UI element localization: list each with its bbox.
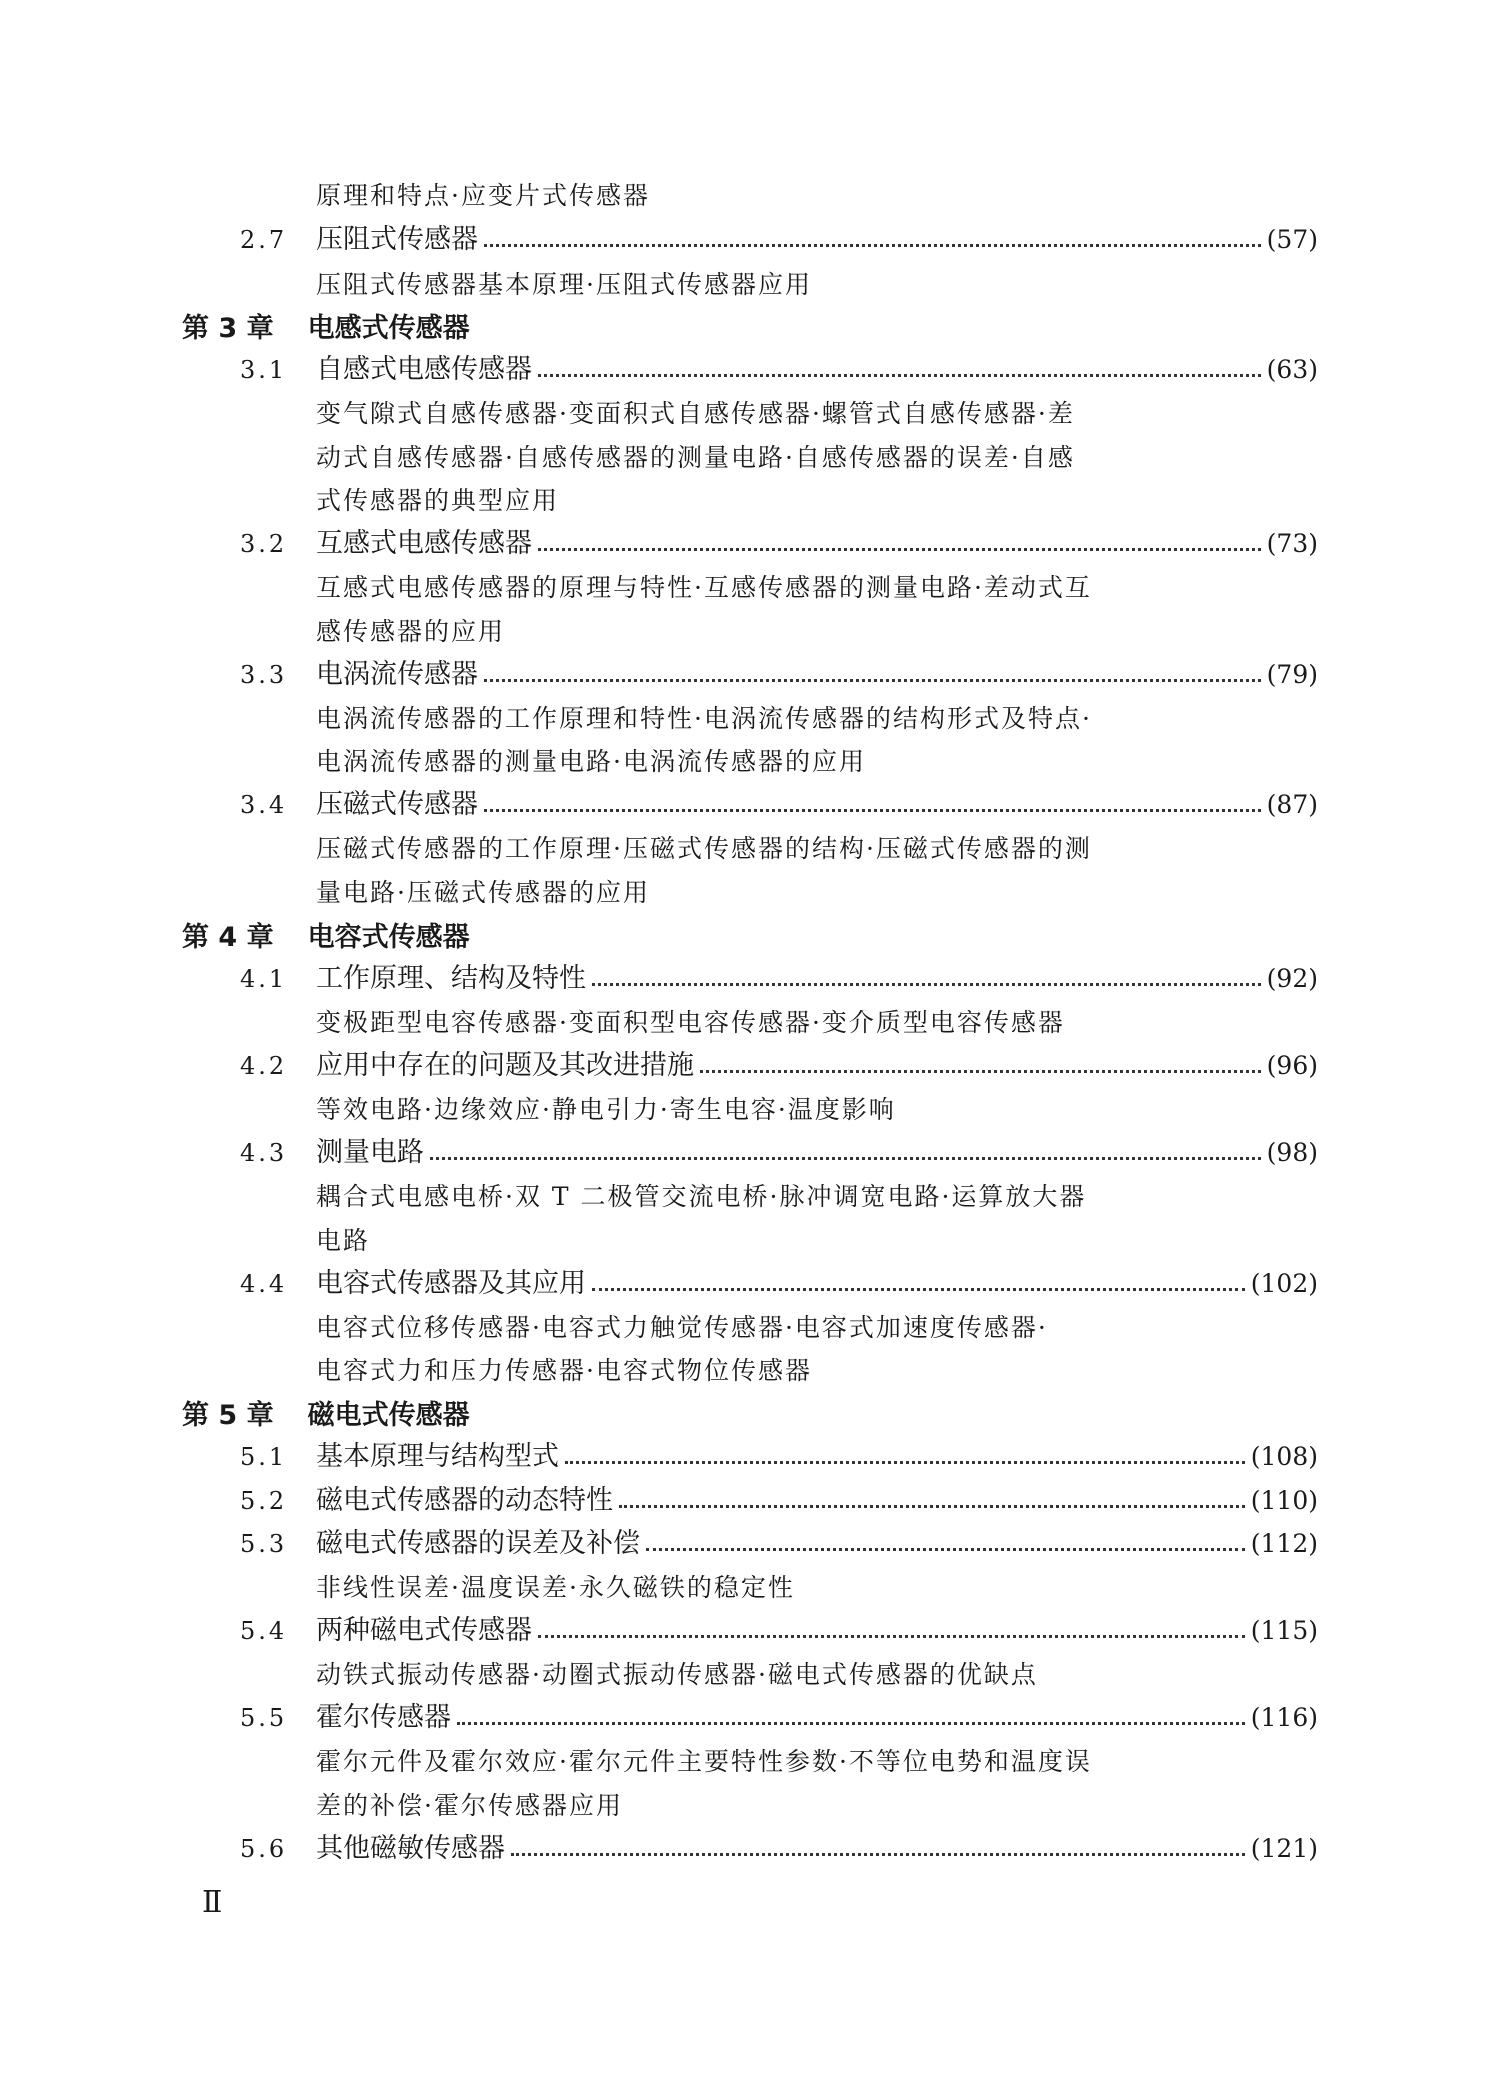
toc-entry-4-1[interactable] [240,963,1318,995]
toc-entry-3-1[interactable] [240,354,1318,386]
dot-leader [565,1461,1245,1464]
chapter-number: 第 3 章 [182,313,274,344]
page-ref: (87) [1266,790,1318,819]
dot-leader [538,548,1261,551]
dot-leader [484,679,1261,682]
page-ref: (108) [1250,1442,1318,1471]
page-number: Ⅱ [202,1885,223,1920]
section-desc: 感传感器的应用 [316,617,506,646]
dot-leader [457,1722,1245,1725]
toc-entry-4-4[interactable] [240,1268,1318,1300]
page-ref: (102) [1250,1269,1318,1298]
chapter-heading-5[interactable] [182,1400,470,1431]
section-number: 5.4 [240,1617,288,1645]
chapter-title: 电感式传感器 [307,313,470,344]
toc-entry-5-5[interactable] [240,1702,1318,1734]
section-number: 3.2 [240,530,288,558]
page-ref: (73) [1266,529,1318,558]
section-number: 4.3 [240,1139,288,1167]
section-desc: 电路 [316,1226,371,1255]
section-desc: 电容式位移传感器·电容式力触觉传感器·电容式加速度传感器· [316,1313,1048,1342]
toc-entry-5-1[interactable] [240,1441,1318,1473]
page-ref: (115) [1250,1616,1318,1645]
toc-entry-5-6[interactable] [240,1833,1318,1865]
section-title: 其他磁敏传感器 [316,1833,505,1864]
section-number: 3.4 [240,791,288,819]
dot-leader [592,1288,1245,1291]
page-ref: (110) [1250,1486,1318,1515]
section-title: 互感式电感传感器 [316,528,532,559]
section-desc: 霍尔元件及霍尔效应·霍尔元件主要特性参数·不等位电势和温度误 [316,1747,1092,1776]
section-desc: 动铁式振动传感器·动圈式振动传感器·磁电式传感器的优缺点 [316,1660,1038,1689]
toc-entry-2-7[interactable] [240,224,1318,256]
section-number: 3.1 [240,356,288,384]
page-ref: (79) [1266,660,1318,689]
section-title: 压阻式传感器 [316,224,478,255]
section-desc: 等效电路·边缘效应·静电引力·寄生电容·温度影响 [316,1095,896,1124]
section-desc: 变气隙式自感传感器·变面积式自感传感器·螺管式自感传感器·差 [316,399,1075,428]
section-number: 2.7 [240,226,288,254]
page-ref: (116) [1250,1703,1318,1732]
section-number: 5.1 [240,1443,288,1471]
section-desc: 差的补偿·霍尔传感器应用 [316,1791,623,1820]
continued-desc: 原理和特点·应变片式传感器 [316,181,650,210]
chapter-heading-3[interactable] [182,313,470,344]
section-title: 两种磁电式传感器 [316,1615,532,1646]
section-number: 3.3 [240,661,288,689]
section-desc: 互感式电感传感器的原理与特性·互感传感器的测量电路·差动式互 [316,573,1092,602]
chapter-title: 磁电式传感器 [307,1400,470,1431]
section-title: 应用中存在的问题及其改进措施 [316,1050,694,1081]
section-number: 5.5 [240,1704,288,1732]
section-desc: 变极距型电容传感器·变面积型电容传感器·变介质型电容传感器 [316,1008,1065,1037]
section-desc: 电容式力和压力传感器·电容式物位传感器 [316,1356,812,1385]
dot-leader [538,374,1261,377]
section-number: 5.2 [240,1487,288,1515]
section-title: 霍尔传感器 [316,1702,451,1733]
section-title: 基本原理与结构型式 [316,1441,559,1472]
section-number: 4.4 [240,1270,288,1298]
chapter-title: 电容式传感器 [307,922,470,953]
section-number: 4.1 [240,965,288,993]
section-title: 磁电式传感器的误差及补偿 [316,1528,640,1559]
toc-entry-4-3[interactable] [240,1137,1318,1169]
section-title: 电容式传感器及其应用 [316,1268,586,1299]
dot-leader [700,1070,1261,1073]
toc-entry-5-4[interactable] [240,1615,1318,1647]
section-title: 电涡流传感器 [316,659,478,690]
section-desc: 量电路·压磁式传感器的应用 [316,878,650,907]
section-desc: 非线性误差·温度误差·永久磁铁的稳定性 [316,1573,795,1602]
section-title: 压磁式传感器 [316,789,478,820]
page-ref: (63) [1266,355,1318,384]
dot-leader [592,983,1261,986]
section-desc: 压磁式传感器的工作原理·压磁式传感器的结构·压磁式传感器的测 [316,834,1092,863]
dot-leader [484,809,1261,812]
section-desc: 式传感器的典型应用 [316,486,560,515]
section-number: 5.3 [240,1530,288,1558]
section-number: 4.2 [240,1052,288,1080]
page-ref: (96) [1266,1051,1318,1080]
section-title: 工作原理、结构及特性 [316,963,586,994]
chapter-heading-4[interactable] [182,922,470,953]
dot-leader [484,244,1261,247]
chapter-number: 第 5 章 [182,1400,274,1431]
toc-entry-5-2[interactable] [240,1485,1318,1517]
dot-leader [619,1505,1245,1508]
toc-entry-3-2[interactable] [240,528,1318,560]
toc-entry-3-4[interactable] [240,789,1318,821]
section-number: 5.6 [240,1835,288,1863]
dot-leader [430,1157,1261,1160]
dot-leader [538,1635,1245,1638]
dot-leader [646,1548,1245,1551]
section-title: 测量电路 [316,1137,424,1168]
section-desc: 压阻式传感器基本原理·压阻式传感器应用 [316,270,812,299]
page-ref: (98) [1266,1138,1318,1167]
section-desc: 耦合式电感电桥·双 T 二极管交流电桥·脉冲调宽电路·运算放大器 [316,1182,1087,1211]
dot-leader [511,1853,1245,1856]
section-desc: 电涡流传感器的测量电路·电涡流传感器的应用 [316,747,866,776]
section-desc: 动式自感传感器·自感传感器的测量电路·自感传感器的误差·自感 [316,443,1075,472]
section-title: 磁电式传感器的动态特性 [316,1485,613,1516]
chapter-number: 第 4 章 [182,922,274,953]
toc-entry-4-2[interactable] [240,1050,1318,1082]
section-title: 自感式电感传感器 [316,354,532,385]
toc-entry-5-3[interactable] [240,1528,1318,1560]
section-desc: 电涡流传感器的工作原理和特性·电涡流传感器的结构形式及特点· [316,704,1092,733]
page-ref: (57) [1266,225,1318,254]
page-ref: (92) [1266,964,1318,993]
page-ref: (112) [1250,1529,1318,1558]
toc-entry-3-3[interactable] [240,659,1318,691]
page-ref: (121) [1250,1834,1318,1863]
